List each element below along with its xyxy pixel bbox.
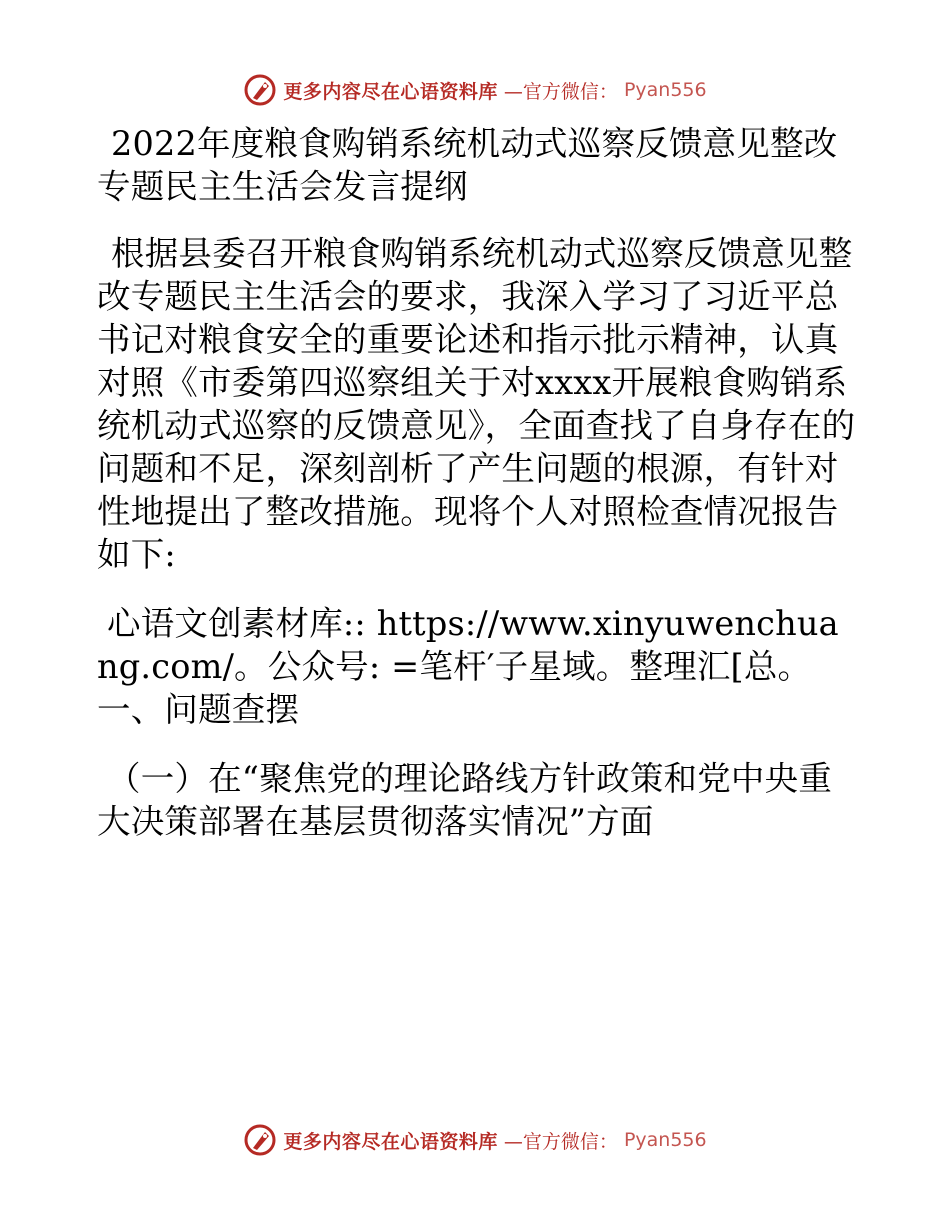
banner-wechat-label: —官方微信：: [503, 1130, 618, 1153]
banner-wechat-label: —官方微信：: [503, 80, 618, 103]
paragraph-section-heading: （一）在“聚焦党的理论路线方针政策和党中央重大决策部署在基层贯彻落实情况”方面: [97, 759, 833, 841]
footer-banner: [0, 1120, 950, 1160]
banner-site-name: 更多内容尽在心语资料库: [283, 80, 498, 103]
banner-wechat-id: Pyan556: [623, 1129, 707, 1151]
document-title: 2022年度粮食购销系统机动式巡察反馈意见整改专题民主生活会发言提纲: [97, 124, 838, 206]
banner-wechat-id: Pyan556: [623, 79, 707, 101]
header-banner: [0, 70, 950, 110]
pen-nib-logo-icon: [243, 73, 277, 107]
paragraph-source-note: 心语文创素材库:: https://www.xinyuwenchuang.com/。公众号: =笔杆′子星域。整理汇[总。一、问题查摆: [97, 604, 839, 729]
paragraph-intro: 根据县委召开粮食购销系统机动式巡察反馈意见整改专题民主生活会的要求，我深入学习了习近平总书记对粮食安全的重要论述和指示批示精神，认真对照《市委第四巡察组关于对xxxx开展粮食购销系统机动式巡察的反馈意见》，全面查找了自身存在的问题和不足，深刻剖析了产生问题的根源，有针对性地提出了整改措施。现将个人对照检查情况报告如下:: [97, 234, 856, 574]
pen-nib-logo-icon: [243, 1123, 277, 1157]
banner-site-name: 更多内容尽在心语资料库: [283, 1130, 498, 1153]
document-body: [97, 122, 857, 869]
